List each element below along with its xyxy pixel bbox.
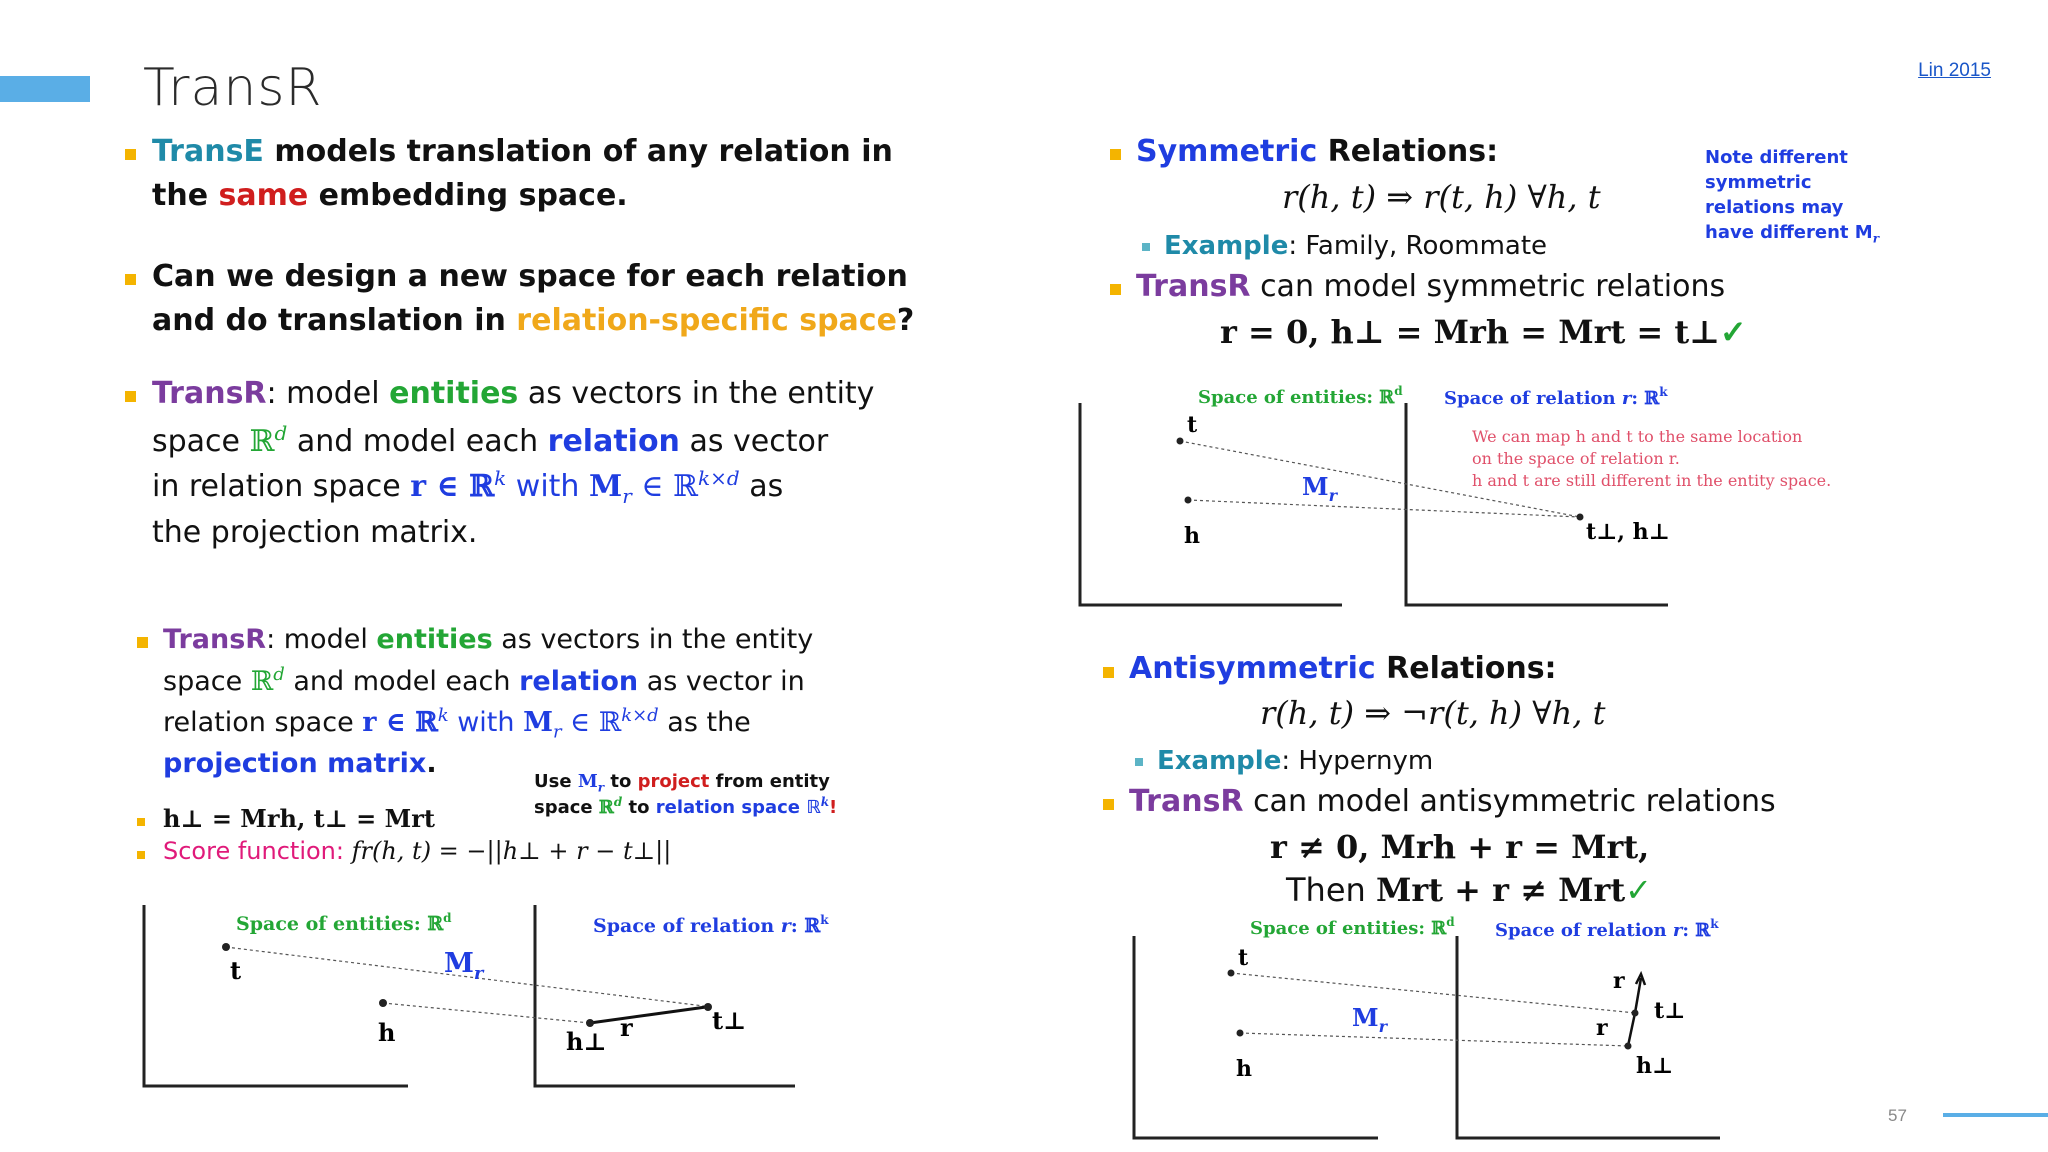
label-th-perp: t⊥, h⊥ <box>1586 519 1670 545</box>
label-t-perp: t⊥ <box>712 1006 747 1035</box>
text-span: TransR <box>152 376 267 411</box>
text-span: entities <box>376 624 493 655</box>
point-h <box>1237 1030 1244 1037</box>
label-mr: $M_r$ <box>1352 1003 1388 1036</box>
text-span: as vectors in the entity <box>492 624 814 655</box>
text-span: with <box>506 469 589 504</box>
text-span: with <box>448 707 524 738</box>
symmetric-note <box>1705 145 1879 252</box>
text-span: ? <box>896 303 915 338</box>
map-note-line: We can map h and t to the same location <box>1472 427 1803 446</box>
text-span: in relation space <box>152 469 411 504</box>
point-t <box>1177 438 1184 445</box>
bullet-transr-def-small-line2 <box>163 664 805 697</box>
entity-axes <box>1134 936 1378 1138</box>
text-span: Example <box>1157 746 1282 776</box>
bullet-transr-def-line3 <box>152 466 783 508</box>
text-span: can model antisymmetric relations <box>1243 784 1776 819</box>
text-span: r <box>622 484 632 508</box>
point-t-perp <box>1632 1010 1639 1017</box>
text-span: as vectors in the entity <box>518 376 875 411</box>
text-span: the <box>152 178 219 213</box>
text-span: as the <box>658 707 751 738</box>
reference-link[interactable]: Lin 2015 <box>1918 60 1991 81</box>
text-span: Score function: <box>163 837 344 865</box>
text-span: relation-specific space <box>516 303 897 338</box>
note-line <box>1705 220 1879 252</box>
antisymmetric-heading <box>1129 651 1557 686</box>
text-span: the projection matrix. <box>152 515 478 550</box>
text-span: d <box>274 421 288 445</box>
text-span: k×d <box>621 705 659 726</box>
text-span: can model symmetric relations <box>1250 269 1726 304</box>
text-span: Use <box>534 771 578 792</box>
text-span: models translation of any relation in <box>263 134 893 169</box>
text-span: k×d <box>697 466 740 490</box>
axes <box>1134 936 1720 1138</box>
bullet-marker <box>1135 758 1143 766</box>
label-h-perp: h⊥ <box>1636 1053 1674 1079</box>
text-span: and model each <box>287 424 548 459</box>
text-span: TransR <box>163 624 267 655</box>
text-span: relation space ℝ <box>655 797 821 818</box>
text-span: as vector in <box>638 666 805 697</box>
text-span: projection matrix <box>163 748 427 779</box>
bullet-transr-def-small-line3 <box>163 705 751 742</box>
text-span: Example <box>1164 231 1289 261</box>
symmetric-heading <box>1136 134 1498 169</box>
projection-line-h <box>1240 1033 1628 1046</box>
text-span: Can we design a new space for each relation <box>152 259 908 294</box>
text-span: r = 0, h⊥ = Mrh = Mrt = t⊥ <box>1220 313 1720 351</box>
text-span: d <box>273 664 285 685</box>
text-span: r ∈ ℝ <box>410 469 495 504</box>
text-span: have different M <box>1705 222 1873 243</box>
label-t: t <box>230 956 242 985</box>
note-line: symmetric <box>1705 172 1812 193</box>
label-r-top: r <box>1613 968 1625 994</box>
text-span: Antisymmetric <box>1129 651 1376 686</box>
points <box>1228 970 1639 1050</box>
footer-accent-bar <box>1943 1113 2048 1117</box>
note-line: relations may <box>1705 197 1844 218</box>
symmetric-diagram <box>1070 375 1890 615</box>
bullet-transr-def-line2 <box>152 421 828 459</box>
text-span: r ∈ ℝ <box>362 707 438 738</box>
bullet-marker <box>125 149 136 160</box>
text-span: k <box>820 795 830 809</box>
text-span: r <box>552 721 562 743</box>
point-h-perp <box>1625 1043 1632 1050</box>
bullet-transe-line2 <box>152 178 628 213</box>
antisymmetric-claim <box>1129 784 1776 819</box>
projection-formula: h⊥ = Mrh, t⊥ = Mrt <box>163 804 435 833</box>
text-span: ∈ ℝ <box>561 707 622 738</box>
antisymmetric-proof-formula: r ≠ 0, Mrh + r = Mrt, <box>1270 828 1650 866</box>
relation-vector-lower <box>1628 1013 1635 1046</box>
text-span: to <box>604 771 638 792</box>
text-span: to <box>622 797 656 818</box>
projection-line-h <box>1188 500 1580 517</box>
projection-lines <box>1231 973 1636 1046</box>
title-accent-bar <box>0 76 90 102</box>
text-span: space <box>534 797 599 818</box>
text-span: Relations: <box>1375 651 1557 686</box>
text-span: TransR <box>1129 784 1244 819</box>
check-icon: ✓ <box>1625 871 1652 909</box>
text-span: Relations: <box>1317 134 1499 169</box>
text-span: ℝ <box>598 797 614 818</box>
label-r-mid: r <box>1596 1015 1608 1041</box>
point-h-perp <box>586 1019 594 1027</box>
label-h: h <box>1184 523 1200 549</box>
label-t-perp: t⊥ <box>1654 998 1686 1024</box>
label-r: r <box>620 1013 633 1042</box>
text-span: relation space <box>163 707 363 738</box>
point-h <box>379 999 387 1007</box>
text-span: fr(h, t) = −||h⊥ + r − t⊥|| <box>343 837 672 865</box>
bullet-marker <box>1103 799 1114 810</box>
text-span: Mrt + r ≠ Mrt <box>1375 871 1626 909</box>
text-span: project <box>637 771 710 792</box>
point-th-perp <box>1577 514 1584 521</box>
text-span: TransR <box>1136 269 1251 304</box>
relation-space-label: Space of relation r: ℝ$^k$ <box>1495 917 1719 941</box>
label-h: h <box>1236 1056 1252 1082</box>
label-h-perp: h⊥ <box>566 1027 607 1056</box>
text-span: and do translation in <box>152 303 517 338</box>
symmetric-claim <box>1136 269 1725 304</box>
text-span: same <box>218 178 309 213</box>
map-note <box>1472 427 1831 490</box>
text-span: space <box>163 666 251 697</box>
antisymmetric-formula: r(h, t) ⇒ ¬r(t, h) ∀h, t <box>1260 694 1606 732</box>
relation-axes <box>1457 936 1720 1138</box>
text-span: M <box>588 469 623 504</box>
point-h <box>1185 497 1192 504</box>
symmetric-proof-formula <box>1220 313 1747 351</box>
text-span: TransE <box>152 134 264 169</box>
map-note-line: h and t are still different in the entity space. <box>1472 471 1832 490</box>
text-span: entities <box>389 376 519 411</box>
text-span: M <box>577 771 598 792</box>
text-span: : model <box>266 624 377 655</box>
bullet-transr-def <box>152 376 874 411</box>
check-icon: ✓ <box>1719 313 1747 351</box>
entity-space-label: Space of entities: ℝ$^d$ <box>236 911 452 935</box>
text-span: relation <box>519 666 639 697</box>
label-t: t <box>1238 945 1249 971</box>
label-mr: $M_r$ <box>1302 472 1338 505</box>
text-span: and model each <box>284 666 520 697</box>
bullet-marker <box>137 637 148 648</box>
text-span: k <box>494 466 507 490</box>
bullet-marker <box>1110 284 1121 295</box>
text-span: r <box>1872 231 1880 246</box>
map-note-line: on the space of relation r. <box>1472 449 1680 468</box>
text-span: ℝ <box>250 666 274 697</box>
bullet-transe <box>152 134 893 169</box>
entity-axes <box>1080 403 1342 605</box>
label-h: h <box>378 1018 396 1047</box>
projection-line-h <box>383 1003 590 1023</box>
antisymmetric-diagram <box>1120 912 1740 1144</box>
bullet-transr-def-line4 <box>152 515 477 550</box>
symmetric-formula: r(h, t) ⇒ r(t, h) ∀h, t <box>1282 178 1601 216</box>
point-t-perp <box>704 1003 712 1011</box>
left-diagram <box>130 890 829 1100</box>
text-span: from entity <box>709 771 830 792</box>
antisymmetric-proof-then <box>1286 871 1652 909</box>
bullet-marker <box>1103 667 1114 678</box>
relation-vector <box>590 1007 706 1023</box>
project-note-line2 <box>534 795 837 818</box>
score-function <box>163 837 671 865</box>
page-number: 57 <box>1888 1106 1907 1125</box>
bullet-design-question <box>152 259 908 294</box>
text-span: Symmetric <box>1136 134 1318 169</box>
text-span: k <box>437 705 449 726</box>
entity-space-label: Space of entities: ℝ$^d$ <box>1198 384 1403 408</box>
symmetric-example <box>1164 231 1547 261</box>
projection-line-t <box>1231 973 1636 1013</box>
bullet-marker <box>125 391 136 402</box>
label-mr: $M_r$ <box>444 948 484 984</box>
point-t <box>1228 970 1235 977</box>
note-line: Note different <box>1705 147 1848 168</box>
bullet-marker <box>137 851 145 859</box>
project-note <box>534 771 830 795</box>
label-t: t <box>1187 412 1198 438</box>
point-t <box>222 943 230 951</box>
slide-title: TransR <box>143 58 323 118</box>
bullet-transr-def-small <box>163 624 813 655</box>
text-span: ! <box>829 797 838 818</box>
bullet-marker <box>1142 243 1150 251</box>
text-span: M <box>523 707 553 738</box>
text-span: space <box>152 424 250 459</box>
bullet-design-question-line2 <box>152 303 914 338</box>
bullet-transr-def-small-line4 <box>163 748 437 779</box>
text-span: ℝ <box>249 424 275 459</box>
bullet-marker <box>125 274 136 285</box>
entity-space-label: Space of entities: ℝ$^d$ <box>1250 915 1455 939</box>
text-span: as vector <box>679 424 829 459</box>
text-span: . <box>426 748 437 779</box>
bullet-marker <box>137 818 145 826</box>
text-span: ∈ ℝ <box>631 469 698 504</box>
text-span: : Hypernym <box>1281 746 1434 776</box>
text-span: r <box>597 780 605 795</box>
antisymmetric-example <box>1157 746 1433 776</box>
text-span: d <box>613 795 623 809</box>
relation-space-label: Space of relation r: ℝ$^k$ <box>593 913 829 937</box>
text-span: as <box>739 469 784 504</box>
text-span: relation <box>547 424 680 459</box>
text-span: : model <box>266 376 390 411</box>
bullet-marker <box>1110 149 1121 160</box>
relation-space-label: Space of relation r: ℝ$^k$ <box>1444 385 1668 409</box>
text-span: Then <box>1286 871 1376 909</box>
text-span: embedding space. <box>308 178 628 213</box>
text-span: : Family, Roommate <box>1288 231 1548 261</box>
